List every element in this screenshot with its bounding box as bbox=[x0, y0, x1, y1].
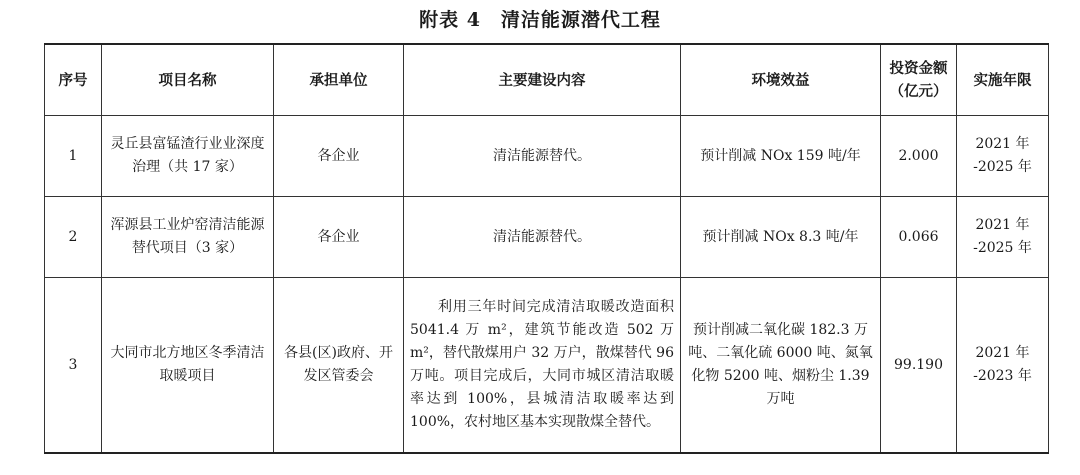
header-seq: 序号 bbox=[45, 44, 102, 116]
cell-env: 预计削减 NOx 159 吨/年 bbox=[681, 116, 881, 197]
cell-invest: 99.190 bbox=[881, 278, 957, 454]
cell-invest: 0.066 bbox=[881, 197, 957, 278]
cell-unit: 各企业 bbox=[274, 197, 404, 278]
header-name: 项目名称 bbox=[102, 44, 274, 116]
cell-content: 清洁能源替代。 bbox=[404, 197, 681, 278]
cell-name: 大同市北方地区冬季清洁取暖项目 bbox=[102, 278, 274, 454]
cell-seq: 3 bbox=[45, 278, 102, 454]
page-title: 附表 4 清洁能源潜代工程 bbox=[419, 9, 661, 31]
header-env: 环境效益 bbox=[681, 44, 881, 116]
cell-content: 利用三年时间完成清洁取暖改造面积 5041.4 万 m²，建筑节能改造 502 万 m²，替代散煤用户 32 万户，散煤替代 96 万吨。项目完成后，大同市城区清洁取暖率达到 100%，县城清洁取暖率达到 100%，农村地区基本实现散煤全替代。 bbox=[404, 278, 681, 454]
header-unit: 承担单位 bbox=[274, 44, 404, 116]
cell-period: 2021 年 -2025 年 bbox=[957, 197, 1049, 278]
cell-seq: 1 bbox=[45, 116, 102, 197]
cell-name: 灵丘县富锰渣行业业深度治理（共 17 家） bbox=[102, 116, 274, 197]
cell-unit: 各企业 bbox=[274, 116, 404, 197]
header-invest: 投资金额（亿元） bbox=[881, 44, 957, 116]
cell-seq: 2 bbox=[45, 197, 102, 278]
cell-env: 预计削减 NOx 8.3 吨/年 bbox=[681, 197, 881, 278]
table-row bbox=[45, 278, 1049, 454]
cell-invest: 2.000 bbox=[881, 116, 957, 197]
cell-unit: 各县(区)政府、开发区管委会 bbox=[274, 278, 404, 454]
cell-period: 2021 年 -2023 年 bbox=[957, 278, 1049, 454]
header-content: 主要建设内容 bbox=[404, 44, 681, 116]
projects-table bbox=[44, 43, 1049, 454]
cell-name: 浑源县工业炉窑清洁能源替代项目（3 家） bbox=[102, 197, 274, 278]
header-row bbox=[45, 44, 1049, 116]
table-row bbox=[45, 197, 1049, 278]
table-row bbox=[45, 116, 1049, 197]
cell-env: 预计削减二氧化碳 182.3 万吨、二氧化硫 6000 吨、氮氧化物 5200 吨、烟粉尘 1.39 万吨 bbox=[681, 278, 881, 454]
header-period: 实施年限 bbox=[957, 44, 1049, 116]
cell-period: 2021 年 -2025 年 bbox=[957, 116, 1049, 197]
cell-content: 清洁能源替代。 bbox=[404, 116, 681, 197]
